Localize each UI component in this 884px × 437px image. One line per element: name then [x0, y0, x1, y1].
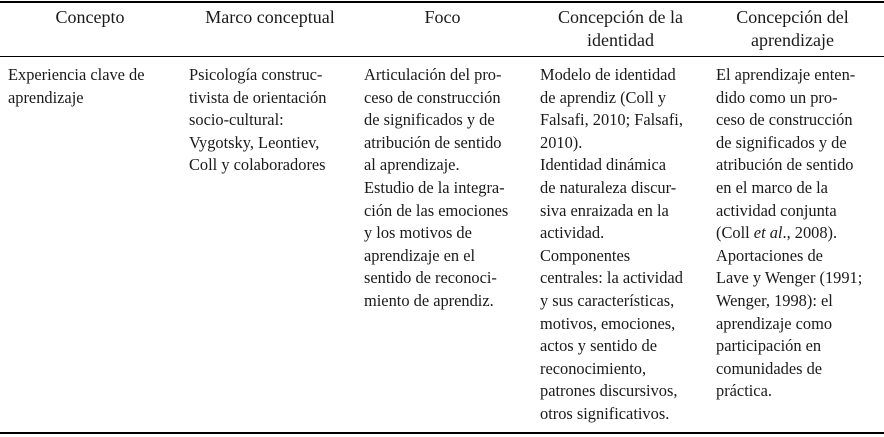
citation-line: [716, 222, 884, 245]
header-concepcion-aprendizaje: [705, 6, 880, 52]
cell-line: de significados y de: [364, 110, 495, 130]
cell-concepcion-aprendizaje: [716, 64, 884, 403]
cell-line: Experiencia clave de: [8, 65, 145, 84]
citation-post: ., 2008).: [782, 223, 838, 243]
cell-line: Psicología construc-: [189, 65, 323, 84]
cell-line: ceso de construcción: [716, 110, 853, 130]
cell-line: 2010).: [540, 132, 583, 152]
header-marco-conceptual: [180, 6, 360, 29]
cell-concepto: [8, 64, 178, 109]
cell-line: Identidad dinámica: [540, 155, 667, 175]
table-header-rule: [0, 56, 884, 57]
cell-line: siva enraizada en la: [540, 200, 669, 220]
cell-line: actividad.: [540, 223, 605, 243]
cell-line: Estudio de la integra-: [364, 177, 505, 197]
header-foco: [355, 6, 530, 29]
citation-et-al: et al: [753, 223, 783, 243]
header-line: identidad: [587, 30, 654, 50]
cell-line: y los motivos de: [364, 223, 472, 243]
cell-line: y sus características,: [540, 290, 675, 310]
cell-line: atribución de sentido: [364, 132, 502, 152]
header-line: aprendizaje: [751, 30, 834, 50]
cell-line: Wenger, 1998): el: [716, 290, 833, 310]
header-line: Concepción del: [736, 7, 849, 27]
cell-line: socio-cultural:: [189, 110, 284, 130]
cell-line: Coll y colaboradores: [189, 155, 326, 175]
header-concepcion-identidad: [533, 6, 708, 52]
cell-line: ceso de construcción: [364, 87, 501, 107]
cell-line: Componentes: [540, 245, 631, 265]
cell-line: tivista de orientación: [189, 87, 327, 107]
cell-marco-conceptual: [189, 64, 359, 177]
cell-line: de aprendiz (Coll y: [540, 87, 667, 107]
cell-line: Modelo de identidad: [540, 65, 676, 84]
cell-line: Aportaciones de: [716, 245, 823, 265]
cell-line: Lave y Wenger (1991;: [716, 268, 863, 288]
header-line: Concepción de la: [558, 7, 683, 27]
cell-line: Articulación del pro-: [364, 65, 502, 84]
cell-line: participación en: [716, 336, 822, 356]
header-line: Foco: [424, 7, 461, 27]
table-bottom-rule: [0, 432, 884, 434]
cell-foco: [364, 64, 539, 313]
cell-line: aprendizaje como: [716, 313, 833, 333]
cell-line: actividad conjunta: [716, 200, 837, 220]
cell-line: de significados y de: [716, 132, 847, 152]
cell-line: patrones discursivos,: [540, 381, 678, 401]
cell-line: motivos, emociones,: [540, 313, 676, 333]
citation-pre: (Coll: [716, 223, 754, 243]
cell-line: atribución de sentido: [716, 155, 854, 175]
cell-line: aprendizaje en el: [364, 245, 476, 265]
cell-line: en el marco de la: [716, 177, 828, 197]
cell-line: ción de las emociones: [364, 200, 509, 220]
cell-concepcion-identidad: [540, 64, 715, 426]
cell-line: Vygotsky, Leontiev,: [189, 132, 320, 152]
cell-line: comunidades de: [716, 358, 823, 378]
cell-line: práctica.: [716, 381, 772, 401]
header-line: Concepto: [55, 7, 125, 27]
cell-line: actos y sentido de: [540, 336, 657, 356]
table-top-rule: [0, 1, 884, 3]
cell-line: al aprendizaje.: [364, 155, 460, 175]
header-line: Marco conceptual: [205, 7, 335, 27]
cell-line: aprendizaje: [8, 87, 84, 107]
cell-line: otros significativos.: [540, 403, 670, 423]
cell-line: reconocimiento,: [540, 358, 647, 378]
cell-line: miento de aprendiz.: [364, 290, 494, 310]
cell-line: de naturaleza discur-: [540, 177, 677, 197]
header-concepto: [0, 6, 180, 29]
cell-line: dido como un pro-: [716, 87, 838, 107]
cell-line: El aprendizaje enten-: [716, 65, 856, 84]
cell-line: centrales: la actividad: [540, 268, 683, 288]
cell-line: Falsafi, 2010; Falsafi,: [540, 110, 683, 130]
cell-line: sentido de reconoci-: [364, 268, 497, 288]
